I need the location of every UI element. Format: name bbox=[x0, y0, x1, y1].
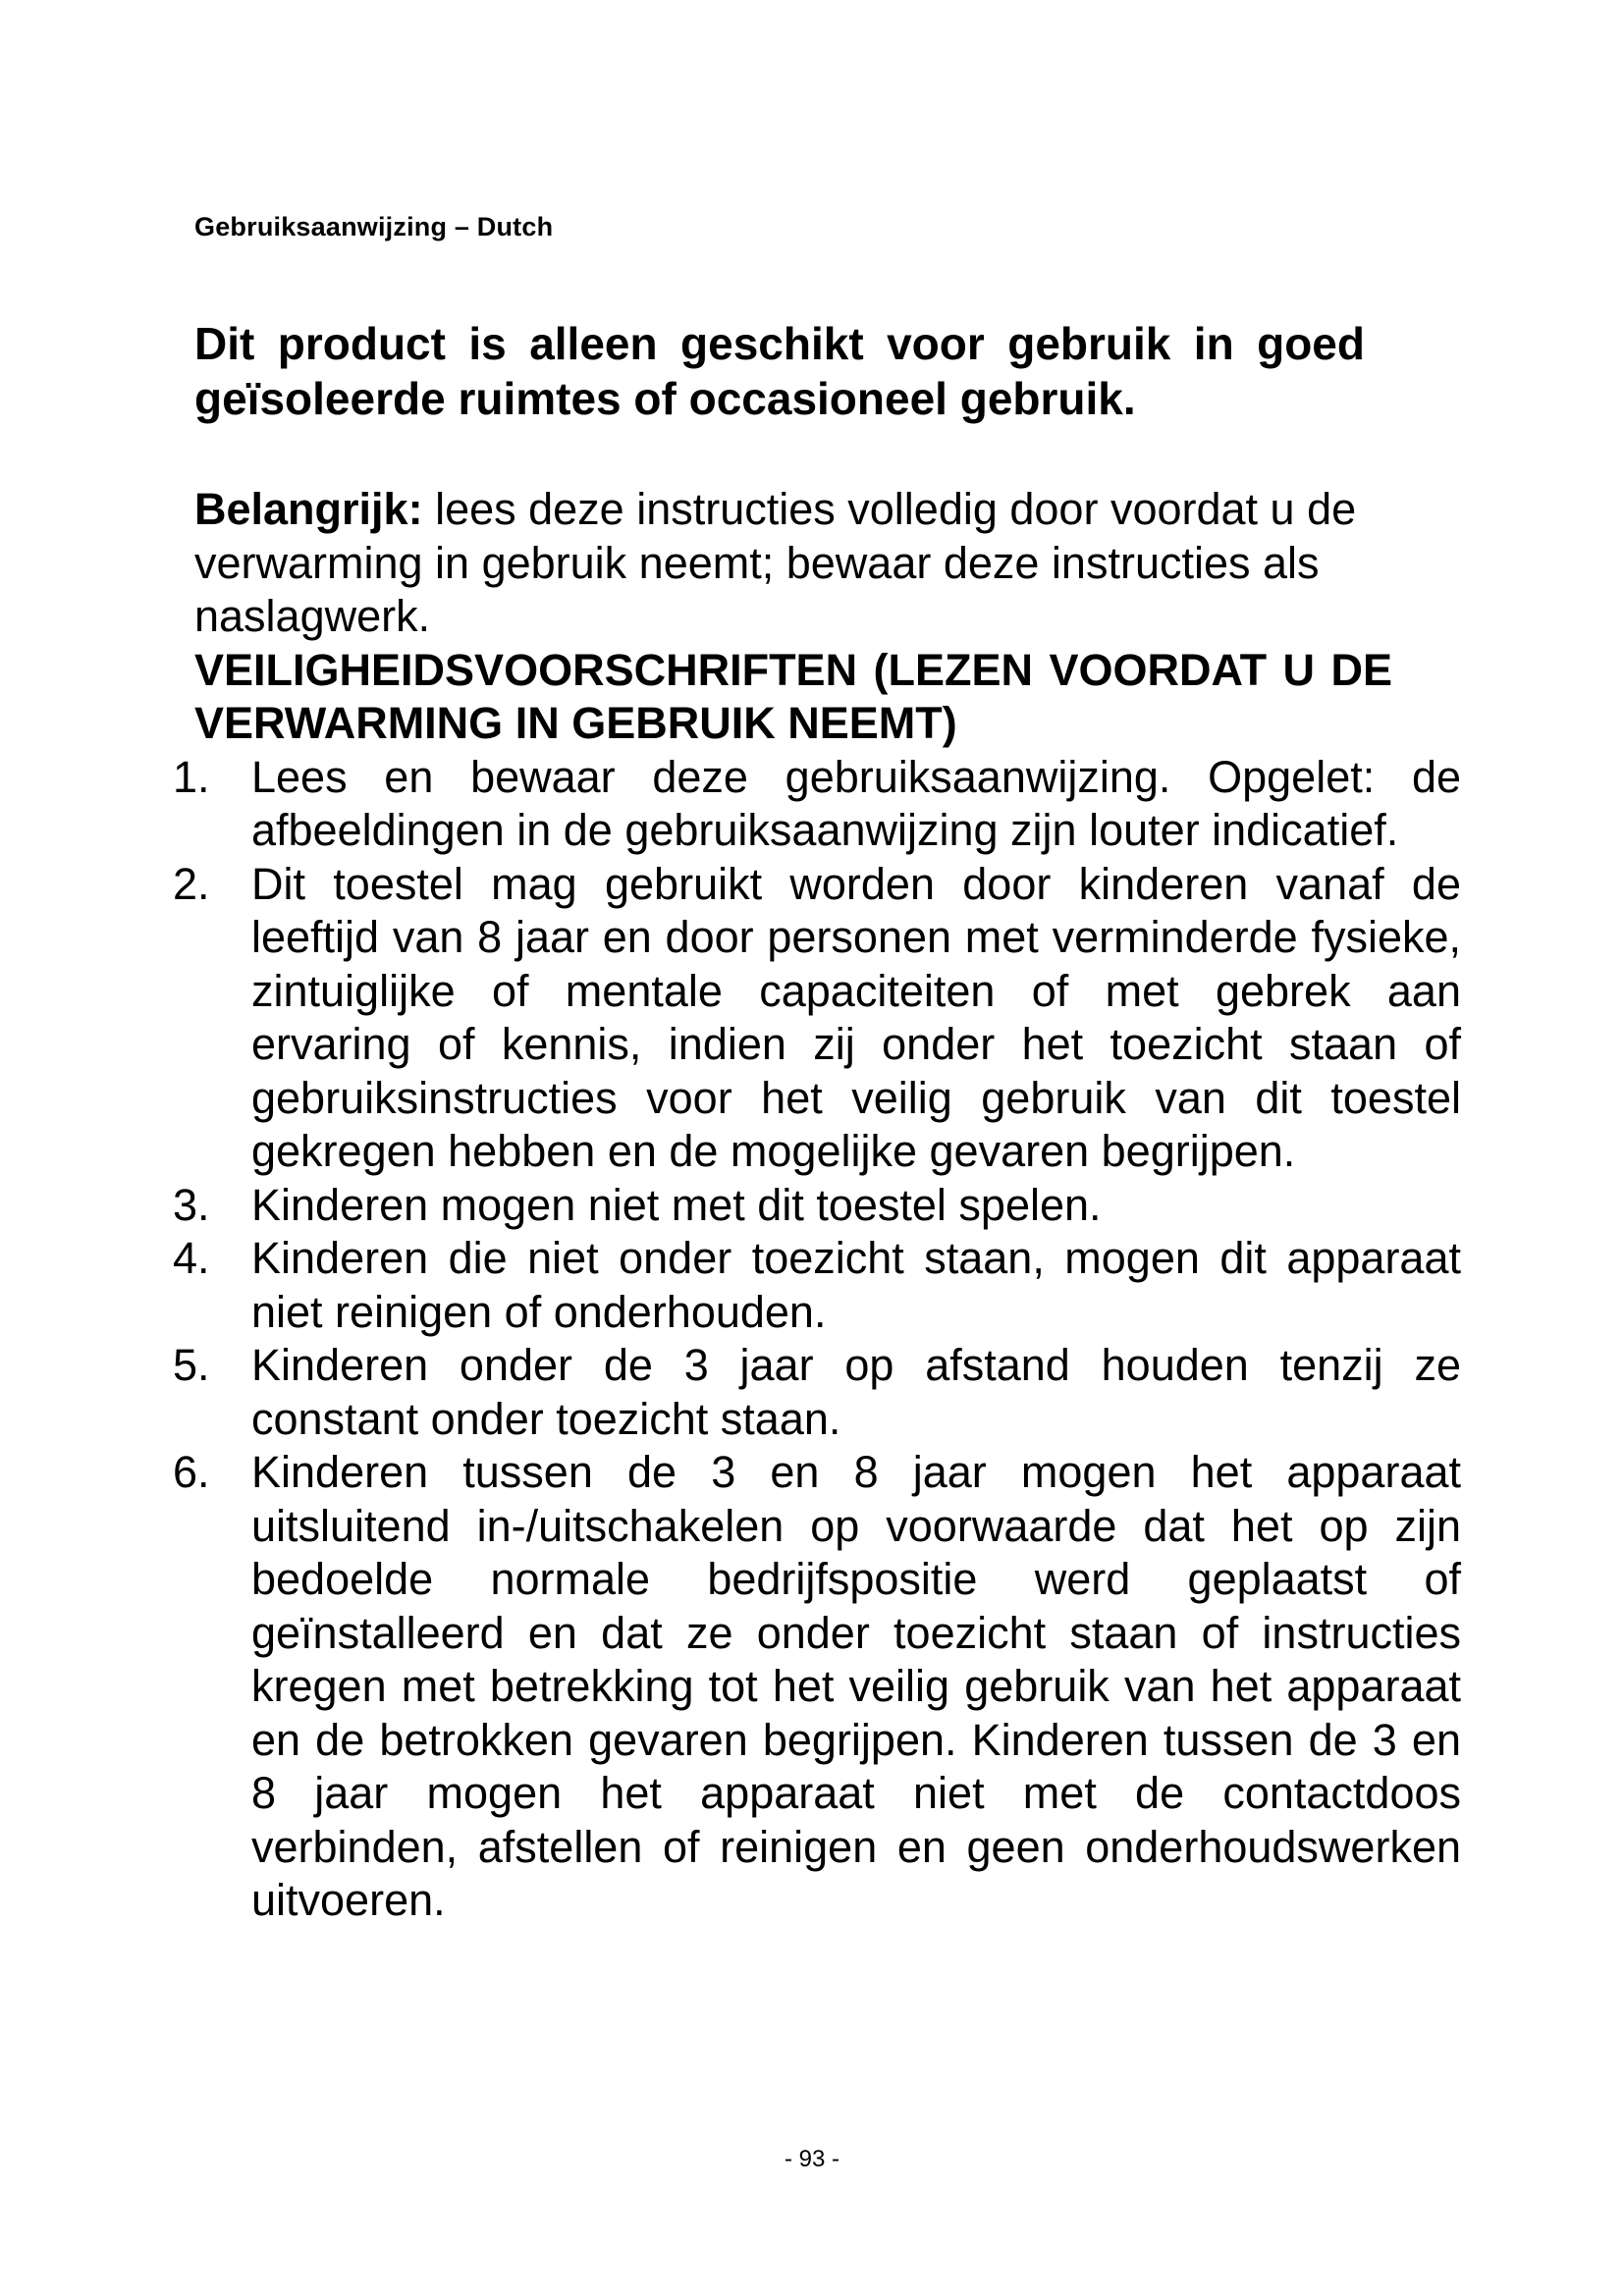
important-text: lees deze instructies volledig door voordat u de verwarming in gebruik neemt; bewaar deze instructies als naslagwerk. bbox=[194, 484, 1357, 641]
list-item-text: Kinderen die niet onder toezicht staan, mogen dit apparaat niet reinigen of onderhouden. bbox=[251, 1233, 1461, 1337]
list-item-number: 1. bbox=[173, 751, 210, 802]
important-notice bbox=[194, 483, 1434, 644]
page-number: - 93 - bbox=[784, 2146, 839, 2172]
list-item bbox=[173, 1446, 1461, 1928]
list-item bbox=[173, 1232, 1461, 1339]
important-label: Belangrijk: bbox=[194, 484, 423, 534]
list-item-number: 3. bbox=[173, 1179, 210, 1230]
main-warning-heading: Dit product is alleen geschikt voor gebruik in goed geïsoleerde ruimtes of occasioneel gebruik. bbox=[194, 318, 1365, 424]
list-item-text: Kinderen mogen niet met dit toestel spelen. bbox=[251, 1179, 1102, 1230]
list-item-number: 5. bbox=[173, 1340, 210, 1390]
list-item-text: Lees en bewaar deze gebruiksaanwijzing. Opgelet: de afbeeldingen in de gebruiksaanwijzing zijn louter indicatief. bbox=[251, 751, 1461, 855]
safety-section-title: VEILIGHEIDSVOORSCHRIFTEN (LEZEN VOORDAT U DE VERWARMING IN GEBRUIK NEEMT) bbox=[194, 644, 1392, 748]
document-body bbox=[173, 483, 1461, 1928]
list-item bbox=[173, 858, 1461, 1179]
document-header: Gebruiksaanwijzing – Dutch bbox=[194, 212, 554, 241]
list-item-text: Dit toestel mag gebruikt worden door kinderen vanaf de leeftijd van 8 jaar en door personen met verminderde fysieke, zintuiglijke of mentale capaciteiten of met gebrek aan ervaring of kennis, indien zij onder het toezicht staan of gebruiksinstructies voor het veilig gebruik van dit toestel gekregen hebben en de mogelijke gevaren begrijpen. bbox=[251, 858, 1461, 1176]
list-item-number: 2. bbox=[173, 858, 210, 909]
list-item bbox=[173, 1339, 1461, 1446]
list-item-number: 4. bbox=[173, 1233, 210, 1283]
list-item bbox=[173, 1179, 1461, 1233]
list-item-number: 6. bbox=[173, 1447, 210, 1497]
list-item-text: Kinderen tussen de 3 en 8 jaar mogen het apparaat uitsluitend in-/uitschakelen op voorwaarde dat het op zijn bedoelde normale bedrijfspositie werd geplaatst of geïnstalleerd en dat ze onder toezicht staan of instructies kregen met betrekking tot het veilig gebruik van het apparaat en de betrokken gevaren begrijpen. Kinderen tussen de 3 en 8 jaar mogen het apparaat niet met de contactdoos verbinden, afstellen of reinigen en geen onderhoudswerken uitvoeren. bbox=[251, 1447, 1461, 1925]
list-item-text: Kinderen onder de 3 jaar op afstand houden tenzij ze constant onder toezicht staan. bbox=[251, 1340, 1461, 1444]
list-item bbox=[173, 751, 1461, 858]
safety-list bbox=[173, 751, 1461, 1928]
